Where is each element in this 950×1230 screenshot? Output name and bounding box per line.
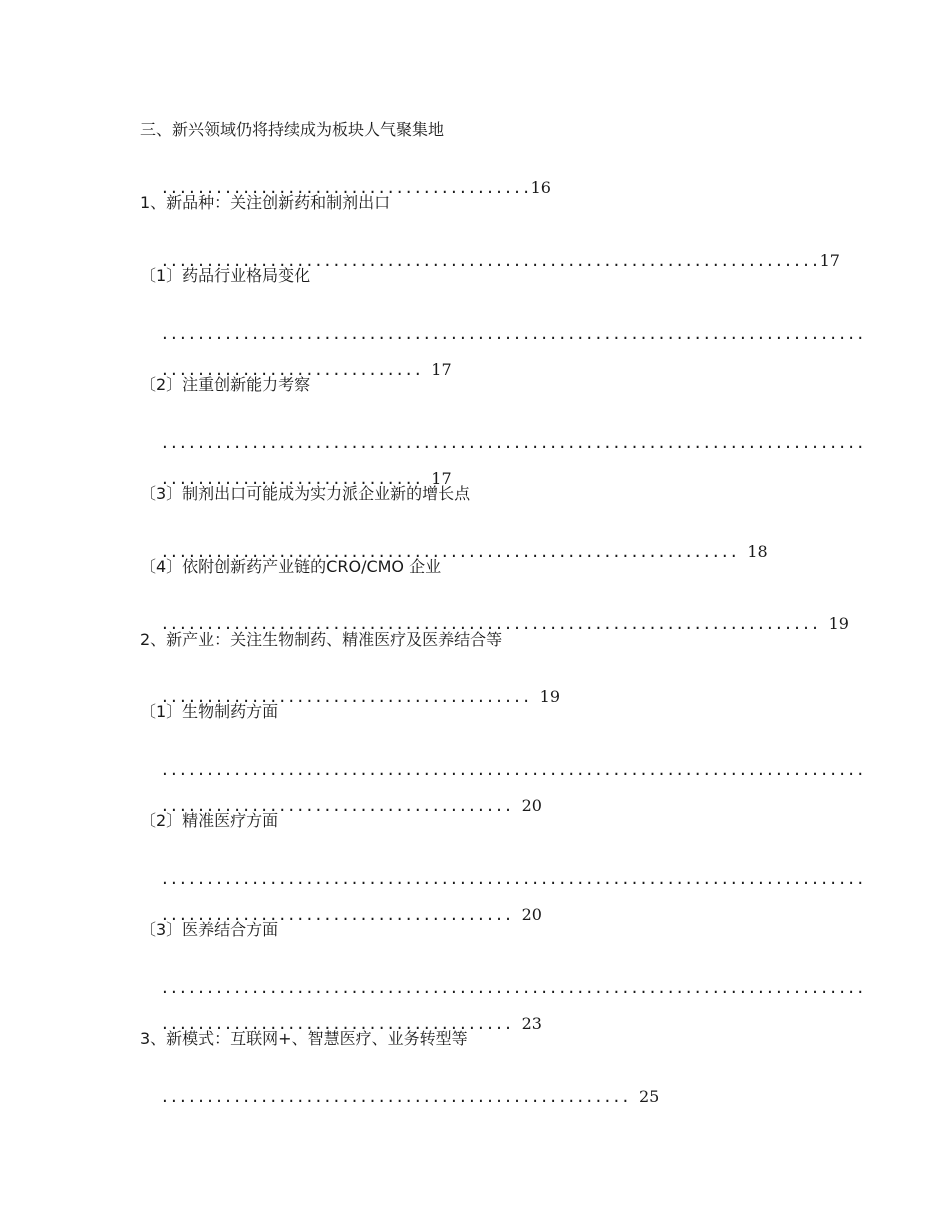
dot-leader: ....................................... (160, 1015, 522, 1033)
toc-page-number: 17 (819, 251, 840, 270)
toc-entry-leader (140, 340, 452, 379)
toc-entry-leader-full (140, 413, 865, 452)
toc-entry-leader (140, 231, 840, 270)
toc-entry-title: 〔2〕精准医疗方面 (140, 811, 279, 830)
toc-entry-leader (140, 994, 542, 1033)
dot-leader: ............................. (160, 361, 432, 379)
toc-entry-title: 〔3〕制剂出口可能成为实力派企业新的增长点 (140, 484, 471, 503)
toc-entry-title: 三、新兴领域仍将持续成为板块人气聚集地 (140, 120, 445, 139)
dot-leader: .............................................................................. (160, 434, 865, 452)
dot-leader: ......................................... (160, 179, 531, 197)
toc-entry-title: 〔1〕生物制药方面 (140, 702, 279, 721)
toc-entry-leader (140, 158, 551, 197)
dot-leader: ....................................... (160, 906, 522, 924)
dot-leader: .............................................................................. (160, 325, 865, 343)
toc-entry-leader (140, 449, 452, 488)
toc-entry-leader-full (140, 304, 865, 343)
dot-leader: ......................................... (160, 688, 540, 706)
toc-page-number: 16 (530, 178, 551, 197)
toc-entry-title: 〔3〕医养结合方面 (140, 920, 279, 939)
toc-entry-leader-full (140, 958, 865, 997)
toc-entry-title: 〔1〕药品行业格局变化 (140, 266, 311, 285)
toc-entry-title: 〔2〕注重创新能力考察 (140, 375, 311, 394)
dot-leader: ....................................... (160, 797, 522, 815)
dot-leader: ......................................................................... (160, 615, 829, 633)
toc-page-number: 19 (828, 614, 849, 633)
dot-leader: .............................................................................. (160, 761, 865, 779)
toc-entry-leader (140, 1067, 660, 1106)
toc-page-number: 20 (521, 905, 542, 924)
toc-entry-leader (140, 667, 560, 706)
toc-page-number: 20 (521, 796, 542, 815)
dot-leader: ................................................................ (160, 543, 748, 561)
toc-entry-leader (140, 594, 849, 633)
toc-entry-leader (140, 776, 542, 815)
toc-page-number: 19 (539, 687, 560, 706)
dot-leader: ............................. (160, 470, 432, 488)
toc-page-number: 18 (747, 542, 768, 561)
toc-page-number: 17 (431, 360, 452, 379)
dot-leader: .............................................................................. (160, 870, 865, 888)
toc-entry-title: 〔4〕依附创新药产业链的CRO/CMO 企业 (140, 557, 442, 576)
toc-entry-title: 3、新模式：互联网+、智慧医疗、业务转型等 (140, 1029, 468, 1048)
toc-entry-leader (140, 522, 768, 561)
dot-leader: .................................................... (160, 1088, 639, 1106)
dot-leader: .............................................................................. (160, 979, 865, 997)
toc-entry-leader (140, 885, 542, 924)
toc-entry-leader-full (140, 849, 865, 888)
toc-page-number: 23 (521, 1014, 542, 1033)
toc-entry-title: 2、新产业：关注生物制药、精准医疗及医养结合等 (140, 630, 503, 649)
toc-entry-leader-full (140, 740, 865, 779)
toc-page-number: 17 (431, 469, 452, 488)
toc-page-number: 25 (638, 1087, 660, 1106)
dot-leader: ......................................................................... (160, 252, 820, 270)
toc-entry-title: 1、新品种：关注创新药和制剂出口 (140, 193, 391, 212)
